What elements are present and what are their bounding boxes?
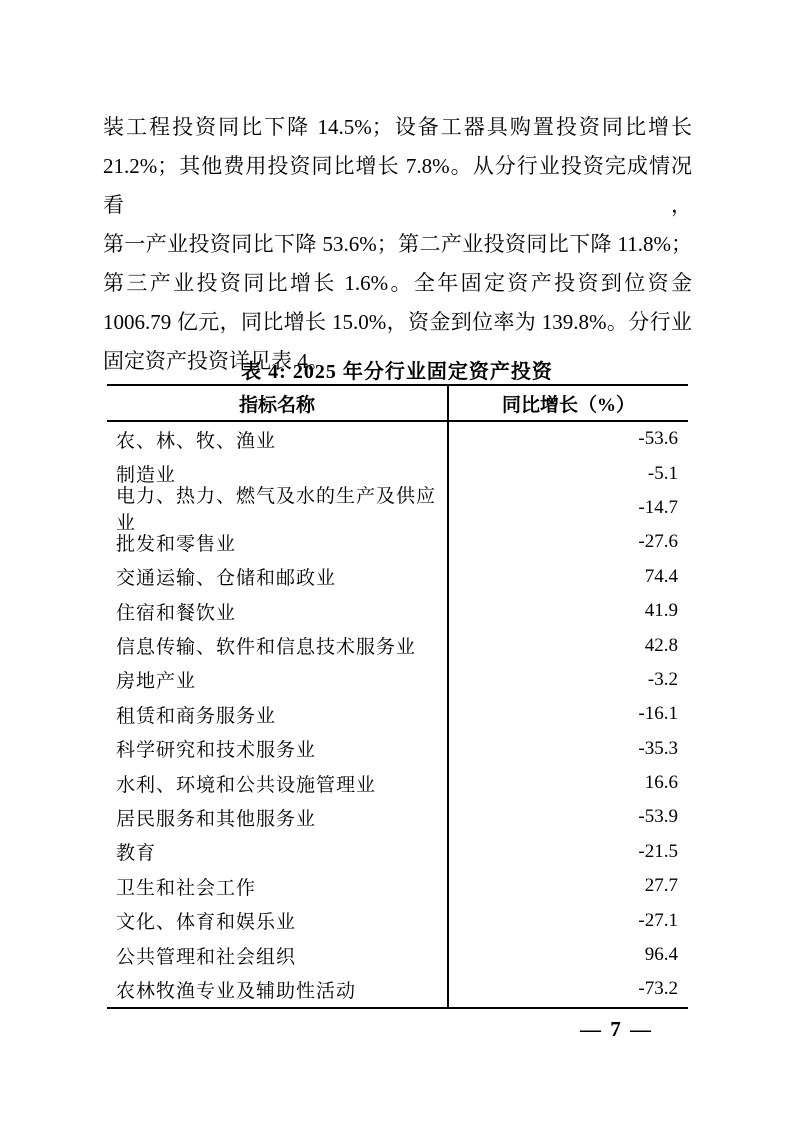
table-row: [107, 422, 688, 456]
paragraph-line: 装工程投资同比下降 14.5%；设备工器具购置投资同比增长: [103, 115, 692, 139]
row-growth-value: -53.6: [638, 428, 678, 450]
row-growth-value: -35.3: [638, 737, 678, 759]
paragraph-line: 第三产业投资同比增长 1.6%。全年固定资产投资到位资金: [103, 271, 692, 295]
row-growth-value: -14.7: [638, 496, 678, 518]
row-indicator-label: 卫生和社会工作: [107, 869, 449, 903]
row-growth-value: -73.2: [638, 978, 678, 1000]
row-indicator-label: 水利、环境和公共设施管理业: [107, 766, 449, 800]
body-paragraph: [103, 108, 692, 381]
table-body: [107, 422, 688, 1007]
row-growth-value: -27.6: [638, 531, 678, 553]
row-growth-value: -5.1: [647, 462, 678, 484]
row-growth-value: -16.1: [638, 703, 678, 725]
table-header-row: [107, 386, 688, 422]
row-indicator-label: 租赁和商务服务业: [107, 697, 449, 731]
investment-table: [107, 384, 688, 1009]
table-row: [107, 835, 688, 869]
table-row: [107, 766, 688, 800]
table-row: [107, 628, 688, 662]
row-growth-value: 16.6: [644, 772, 678, 794]
row-growth-value: 42.8: [644, 634, 678, 656]
row-growth-value: 96.4: [644, 944, 678, 966]
row-indicator-label: 信息传输、软件和信息技术服务业: [107, 628, 449, 662]
table-header-indicator-name: 指标名称: [107, 386, 449, 420]
table-row: [107, 972, 688, 1006]
table-header-yoy-growth: 同比增长（%）: [501, 394, 635, 416]
table-row: [107, 594, 688, 628]
paragraph-line: 固定资产投资详见表 4。: [103, 349, 329, 373]
row-indicator-label: 居民服务和其他服务业: [107, 800, 449, 834]
row-growth-value: -53.9: [638, 806, 678, 828]
table-row: [107, 800, 688, 834]
table-row: [107, 697, 688, 731]
table-row: [107, 485, 688, 534]
row-indicator-label: 农林牧渔专业及辅助性活动: [107, 972, 449, 1006]
row-indicator-label: 住宿和餐饮业: [107, 594, 449, 628]
row-growth-value: -27.1: [638, 909, 678, 931]
row-indicator-label: 电力、热力、燃气及水的生产及供应业: [107, 491, 449, 525]
row-indicator-label: 房地产业: [107, 663, 449, 697]
table-row: [107, 525, 688, 559]
row-growth-value: 41.9: [644, 600, 678, 622]
row-indicator-label: 公共管理和社会组织: [107, 938, 449, 972]
paragraph-line: 1006.79 亿元，同比增长 15.0%，资金到位率为 139.8%。分行业: [103, 310, 692, 334]
row-indicator-label: 农、林、牧、渔业: [107, 422, 449, 456]
table-row: [107, 732, 688, 766]
table-title: 表 4: 2025 年分行业固定资产投资: [241, 361, 553, 383]
table-row: [107, 938, 688, 972]
table-row: [107, 663, 688, 697]
row-indicator-label: 文化、体育和娱乐业: [107, 903, 449, 937]
table-row: [107, 869, 688, 903]
row-growth-value: -21.5: [638, 840, 678, 862]
row-growth-value: 27.7: [644, 875, 678, 897]
row-indicator-label: 教育: [107, 835, 449, 869]
row-growth-value: -3.2: [647, 668, 678, 690]
page-number: — 7 —: [580, 1017, 653, 1041]
paragraph-line: 第一产业投资同比下降 53.6%；第二产业投资同比下降 11.8%；: [103, 232, 692, 256]
row-indicator-label: 批发和零售业: [107, 525, 449, 559]
table-row: [107, 560, 688, 594]
row-indicator-label: 科学研究和技术服务业: [107, 732, 449, 766]
row-indicator-label: 制造业: [107, 456, 449, 490]
paragraph-line: 21.2%；其他费用投资同比增长 7.8%。从分行业投资完成情况看，: [103, 154, 692, 217]
table-row: [107, 903, 688, 937]
row-indicator-label: 交通运输、仓储和邮政业: [107, 560, 449, 594]
row-growth-value: 74.4: [644, 565, 678, 587]
